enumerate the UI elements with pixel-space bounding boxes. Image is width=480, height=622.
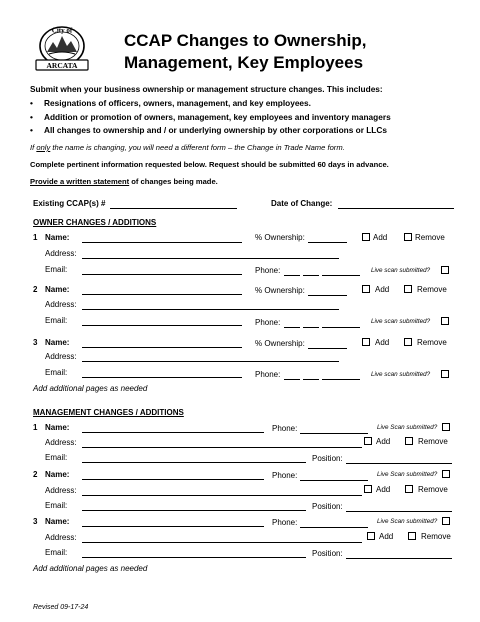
mgmt-section-heading: MANAGEMENT CHANGES / ADDITIONS bbox=[33, 408, 184, 417]
owner-3-add-label: Add bbox=[375, 338, 390, 347]
mgmt-1-position-label: Position: bbox=[312, 454, 343, 463]
mgmt-2-position-field[interactable] bbox=[346, 511, 452, 512]
owner-2-address-field[interactable] bbox=[82, 309, 339, 310]
mgmt-2-remove-checkbox[interactable] bbox=[405, 485, 413, 493]
mgmt-1-address-label: Address: bbox=[45, 438, 77, 447]
owner-2-add-checkbox[interactable] bbox=[362, 285, 370, 293]
revised-date: Revised 09-17-24 bbox=[33, 604, 89, 611]
owner-1-name-field[interactable] bbox=[82, 242, 242, 243]
mgmt-1-address-field[interactable] bbox=[82, 447, 362, 448]
mgmt-3-address-label: Address: bbox=[45, 533, 77, 542]
owner-2-ownership-label: % Ownership: bbox=[255, 286, 305, 295]
mgmt-3-livescan-checkbox[interactable] bbox=[442, 517, 450, 525]
mgmt-2-name-field[interactable] bbox=[82, 479, 264, 480]
mgmt-1-name-field[interactable] bbox=[82, 432, 264, 433]
owner-2-livescan-label: Live scan submitted? bbox=[371, 318, 431, 325]
mgmt-1-livescan-label: Live Scan submitted? bbox=[377, 424, 438, 431]
mgmt-1-livescan-checkbox[interactable] bbox=[442, 423, 450, 431]
ccap-label: Existing CCAP(s) # bbox=[33, 199, 106, 208]
mgmt-1-number: 1 bbox=[33, 423, 38, 432]
mgmt-3-position-label: Position: bbox=[312, 549, 343, 558]
owner-1-email-label: Email: bbox=[45, 265, 68, 274]
mgmt-1-name-label: Name: bbox=[45, 423, 70, 432]
city-of-arcata-logo bbox=[31, 24, 93, 72]
owner-1-livescan-label: Live scan submitted? bbox=[371, 267, 431, 274]
owner-1-address-label: Address: bbox=[45, 249, 77, 258]
mgmt-3-phone-label: Phone: bbox=[272, 518, 298, 527]
mgmt-1-add-checkbox[interactable] bbox=[364, 437, 372, 445]
mgmt-3-number: 3 bbox=[33, 517, 38, 526]
mgmt-1-remove-label: Remove bbox=[418, 437, 448, 446]
owner-1-phone-area-field[interactable] bbox=[284, 275, 300, 276]
owner-1-add-label: Add bbox=[373, 233, 388, 242]
owner-add-pages-note: Add additional pages as needed bbox=[33, 384, 148, 393]
owner-2-phone-prefix-field[interactable] bbox=[303, 327, 319, 328]
mgmt-3-remove-checkbox[interactable] bbox=[408, 532, 416, 540]
owner-2-name-label: Name: bbox=[45, 285, 70, 294]
mgmt-2-email-label: Email: bbox=[45, 501, 68, 510]
mgmt-1-phone-label: Phone: bbox=[272, 424, 298, 433]
mgmt-3-phone-field[interactable] bbox=[300, 527, 368, 528]
owner-1-email-field[interactable] bbox=[82, 274, 242, 275]
owner-1-phone-line-field[interactable] bbox=[322, 275, 360, 276]
mgmt-2-phone-field[interactable] bbox=[300, 480, 368, 481]
owner-3-phone-label: Phone: bbox=[255, 370, 281, 379]
ccap-number-field[interactable] bbox=[110, 208, 237, 209]
owner-2-phone-area-field[interactable] bbox=[284, 327, 300, 328]
page-title-line1: CCAP Changes to Ownership, bbox=[124, 31, 367, 50]
owner-2-ownership-field[interactable] bbox=[308, 295, 347, 296]
owner-3-ownership-label: % Ownership: bbox=[255, 339, 305, 348]
mgmt-2-add-checkbox[interactable] bbox=[364, 485, 372, 493]
owner-3-phone-prefix-field[interactable] bbox=[303, 379, 319, 380]
owner-3-name-label: Name: bbox=[45, 338, 70, 347]
owner-3-phone-line-field[interactable] bbox=[322, 379, 360, 380]
date-of-change-field[interactable] bbox=[338, 208, 454, 209]
owner-1-remove-label: Remove bbox=[415, 233, 445, 242]
complete-instructions: Complete pertinent information requested below. Request should be submitted 60 days in advance. bbox=[30, 160, 389, 169]
owner-2-name-field[interactable] bbox=[82, 294, 242, 295]
owner-1-add-checkbox[interactable] bbox=[362, 233, 370, 241]
owner-section-heading: OWNER CHANGES / ADDITIONS bbox=[33, 218, 157, 227]
owner-3-email-field[interactable] bbox=[82, 377, 242, 378]
mgmt-3-position-field[interactable] bbox=[346, 558, 452, 559]
owner-2-remove-label: Remove bbox=[417, 285, 447, 294]
owner-1-number: 1 bbox=[33, 233, 38, 242]
owner-3-livescan-label: Live scan submitted? bbox=[371, 371, 431, 378]
logo-bottom-text: ARCATA bbox=[46, 61, 78, 70]
owner-2-address-label: Address: bbox=[45, 300, 77, 309]
provide-statement bbox=[30, 177, 218, 186]
owner-3-livescan-checkbox[interactable] bbox=[441, 370, 449, 378]
owner-1-address-field[interactable] bbox=[82, 258, 339, 259]
owner-3-remove-label: Remove bbox=[417, 338, 447, 347]
owner-2-add-label: Add bbox=[375, 285, 390, 294]
mgmt-1-email-field[interactable] bbox=[82, 462, 306, 463]
intro-bullet-list bbox=[30, 97, 391, 138]
owner-2-number: 2 bbox=[33, 285, 38, 294]
owner-2-phone-line-field[interactable] bbox=[322, 327, 360, 328]
owner-3-address-field[interactable] bbox=[82, 361, 339, 362]
trade-name-note bbox=[30, 143, 345, 152]
owner-3-name-field[interactable] bbox=[82, 347, 242, 348]
mgmt-add-pages-note: Add additional pages as needed bbox=[33, 564, 148, 573]
owner-3-number: 3 bbox=[33, 338, 38, 347]
logo-top-text: City of bbox=[51, 26, 73, 35]
mgmt-2-name-label: Name: bbox=[45, 470, 70, 479]
owner-1-livescan-checkbox[interactable] bbox=[441, 266, 449, 274]
owner-2-livescan-checkbox[interactable] bbox=[441, 317, 449, 325]
owner-3-add-checkbox[interactable] bbox=[362, 338, 370, 346]
provide-statement-link: Provide a written statement bbox=[30, 177, 130, 186]
mgmt-1-remove-checkbox[interactable] bbox=[405, 437, 413, 445]
owner-1-name-label: Name: bbox=[45, 233, 70, 242]
mgmt-2-remove-label: Remove bbox=[418, 485, 448, 494]
intro-bullet: • Addition or promotion of owners, management, key employees and inventory managers bbox=[30, 111, 391, 125]
owner-2-email-label: Email: bbox=[45, 316, 68, 325]
mgmt-2-livescan-label: Live Scan submitted? bbox=[377, 471, 438, 478]
mgmt-3-name-label: Name: bbox=[45, 517, 70, 526]
owner-1-ownership-label: % Ownership: bbox=[255, 233, 305, 242]
mgmt-2-address-field[interactable] bbox=[82, 495, 362, 496]
intro-bullet: • All changes to ownership and / or underlying ownership by other corporations or LLCs bbox=[30, 124, 391, 138]
owner-2-phone-label: Phone: bbox=[255, 318, 281, 327]
mgmt-1-email-label: Email: bbox=[45, 453, 68, 462]
owner-2-remove-checkbox[interactable] bbox=[404, 285, 412, 293]
mgmt-2-phone-label: Phone: bbox=[272, 471, 298, 480]
owner-3-ownership-field[interactable] bbox=[308, 348, 347, 349]
owner-2-email-field[interactable] bbox=[82, 325, 242, 326]
note-rest: the name is changing, you will need a different form – the Change in Trade Name form. bbox=[50, 143, 345, 152]
owner-1-ownership-field[interactable] bbox=[308, 242, 347, 243]
mgmt-3-remove-label: Remove bbox=[421, 532, 451, 541]
owner-3-address-label: Address: bbox=[45, 352, 77, 361]
mgmt-3-livescan-label: Live Scan submitted? bbox=[377, 518, 438, 525]
mgmt-2-address-label: Address: bbox=[45, 486, 77, 495]
mgmt-2-livescan-checkbox[interactable] bbox=[442, 470, 450, 478]
intro-bullet: • Resignations of officers, owners, management, and key employees. bbox=[30, 97, 391, 111]
mgmt-1-add-label: Add bbox=[376, 437, 391, 446]
owner-3-email-label: Email: bbox=[45, 368, 68, 377]
date-of-change-label: Date of Change: bbox=[271, 199, 333, 208]
mgmt-3-name-field[interactable] bbox=[82, 526, 264, 527]
owner-1-phone-label: Phone: bbox=[255, 266, 281, 275]
page-title-line2: Management, Key Employees bbox=[124, 53, 364, 72]
intro-lead: Submit when your business ownership or management structure changes. This includes: bbox=[30, 84, 383, 94]
owner-1-phone-prefix-field[interactable] bbox=[303, 275, 319, 276]
note-if: If bbox=[30, 143, 37, 152]
note-only: only bbox=[36, 143, 51, 152]
mgmt-2-add-label: Add bbox=[376, 485, 391, 494]
owner-1-remove-checkbox[interactable] bbox=[404, 233, 412, 241]
mgmt-2-position-label: Position: bbox=[312, 502, 343, 511]
mgmt-3-email-field[interactable] bbox=[82, 557, 306, 558]
mgmt-1-phone-field[interactable] bbox=[300, 433, 368, 434]
owner-3-remove-checkbox[interactable] bbox=[404, 338, 412, 346]
mgmt-2-email-field[interactable] bbox=[82, 510, 306, 511]
mgmt-1-position-field[interactable] bbox=[346, 463, 452, 464]
mgmt-3-add-label: Add bbox=[379, 532, 394, 541]
mgmt-2-number: 2 bbox=[33, 470, 38, 479]
mgmt-3-address-field[interactable] bbox=[82, 542, 362, 543]
mgmt-3-email-label: Email: bbox=[45, 548, 68, 557]
owner-3-phone-area-field[interactable] bbox=[284, 379, 300, 380]
provide-statement-rest: of changes being made. bbox=[129, 177, 218, 186]
mgmt-3-add-checkbox[interactable] bbox=[367, 532, 375, 540]
